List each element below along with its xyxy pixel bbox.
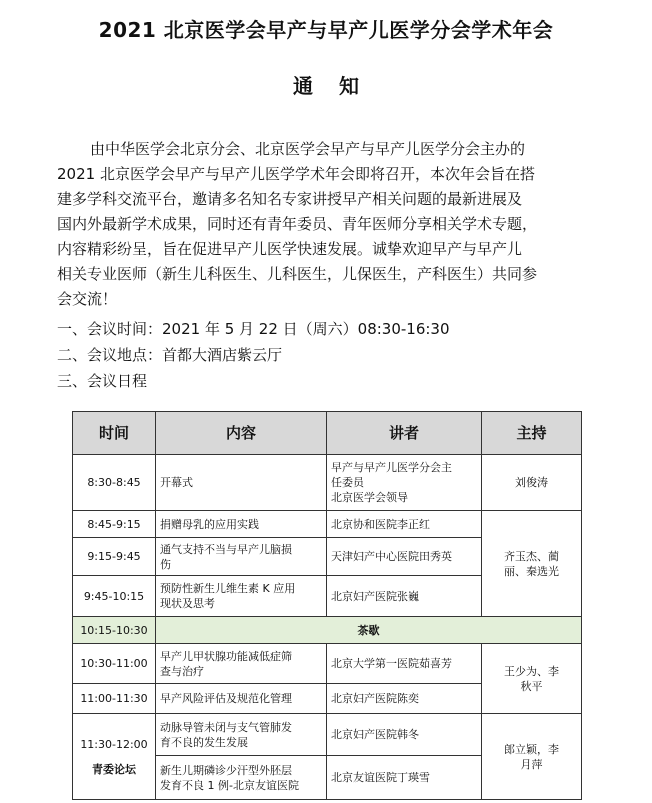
cell-speaker: 天津妇产中心医院田秀英 [327, 538, 482, 576]
cell-time: 11:30-12:00 青委论坛 [73, 714, 156, 800]
schedule-table [72, 411, 582, 800]
cell-host: 王少为、李 秋平 [482, 644, 582, 714]
cell-speaker: 北京大学第一医院茹喜芳 [327, 644, 482, 684]
header-content: 内容 [156, 412, 327, 455]
intro-line: 相关专业医师（新生儿科医生、儿科医生，儿保医生，产科医生）共同参 [57, 265, 538, 283]
cell-time: 9:15-9:45 [73, 538, 156, 576]
cell-content: 动脉导管未闭与支气管肺发 育不良的发生发展 [156, 714, 327, 756]
cell-speaker: 北京协和医院李正红 [327, 511, 482, 538]
cell-content: 预防性新生儿维生素 K 应用 现状及思考 [156, 576, 327, 617]
cell-content: 早产风险评估及规范化管理 [156, 684, 327, 714]
notice-char-1: 通 [293, 74, 313, 98]
cell-host: 刘俊涛 [482, 455, 582, 511]
intro-line: 由中华医学会北京分会、北京医学会早产与早产儿医学分会主办的 [90, 140, 526, 158]
agenda-heading: 三、会议日程 [57, 372, 148, 390]
intro-paragraph [57, 137, 617, 312]
cell-content: 开幕式 [156, 455, 327, 511]
page-title: 2021 北京医学会早产与早产儿医学分会学术年会 [98, 18, 554, 42]
intro-line: 会交流！ [57, 290, 118, 308]
intro-line: 2021 北京医学会早产与早产儿医学学术年会即将召开，本次年会旨在搭 [57, 165, 535, 183]
table-header-row [73, 412, 582, 455]
intro-line: 建多学科交流平台，邀请多名知名专家讲授早产相关问题的最新进展及 [57, 190, 523, 208]
cell-speaker: 早产与早产儿医学分会主 任委员 北京医学会领导 [327, 455, 482, 511]
cell-speaker: 北京友谊医院丁瑛雪 [327, 756, 482, 800]
cell-content: 通气支持不当与早产儿脑损 伤 [156, 538, 327, 576]
intro-line: 内容精彩纷呈，旨在促进早产儿医学快速发展。诚挚欢迎早产与早产儿 [57, 240, 523, 258]
cell-host: 郎立颖，李 月萍 [482, 714, 582, 800]
cell-speaker: 北京妇产医院张巍 [327, 576, 482, 617]
header-speaker: 讲者 [327, 412, 482, 455]
intro-line: 国内外最新学术成果，同时还有青年委员、青年医师分享相关学术专题， [57, 215, 538, 233]
table-row [73, 714, 582, 756]
cell-time: 10:15-10:30 [73, 617, 156, 644]
notice-heading [0, 70, 652, 99]
cell-content: 新生儿期磷诊少汗型外胚层 发育不良 1 例-北京友谊医院 [156, 756, 327, 800]
cell-time: 8:30-8:45 [73, 455, 156, 511]
cell-time: 10:30-11:00 [73, 644, 156, 684]
tea-break-label: 茶歇 [156, 617, 582, 644]
cell-time: 11:00-11:30 [73, 684, 156, 714]
cell-content: 捐赠母乳的应用实践 [156, 511, 327, 538]
header-time: 时间 [73, 412, 156, 455]
cell-time: 8:45-9:15 [73, 511, 156, 538]
table-row [73, 511, 582, 538]
notice-char-2: 知 [339, 74, 359, 98]
table-row [73, 455, 582, 511]
table-row [73, 644, 582, 684]
cell-content: 早产儿甲状腺功能减低症筛 查与治疗 [156, 644, 327, 684]
cell-time: 9:45-10:15 [73, 576, 156, 617]
cell-speaker: 北京妇产医院陈奕 [327, 684, 482, 714]
tea-break-row [73, 617, 582, 644]
cell-host: 齐玉杰、蔺 丽、秦选光 [482, 511, 582, 617]
meeting-time: 一、会议时间：2021 年 5 月 22 日（周六）08:30-16:30 [57, 320, 450, 338]
cell-speaker: 北京妇产医院韩冬 [327, 714, 482, 756]
meeting-place: 二、会议地点：首都大酒店紫云厅 [57, 346, 283, 364]
header-host: 主持 [482, 412, 582, 455]
youth-forum-label: 青委论坛 [92, 762, 136, 776]
